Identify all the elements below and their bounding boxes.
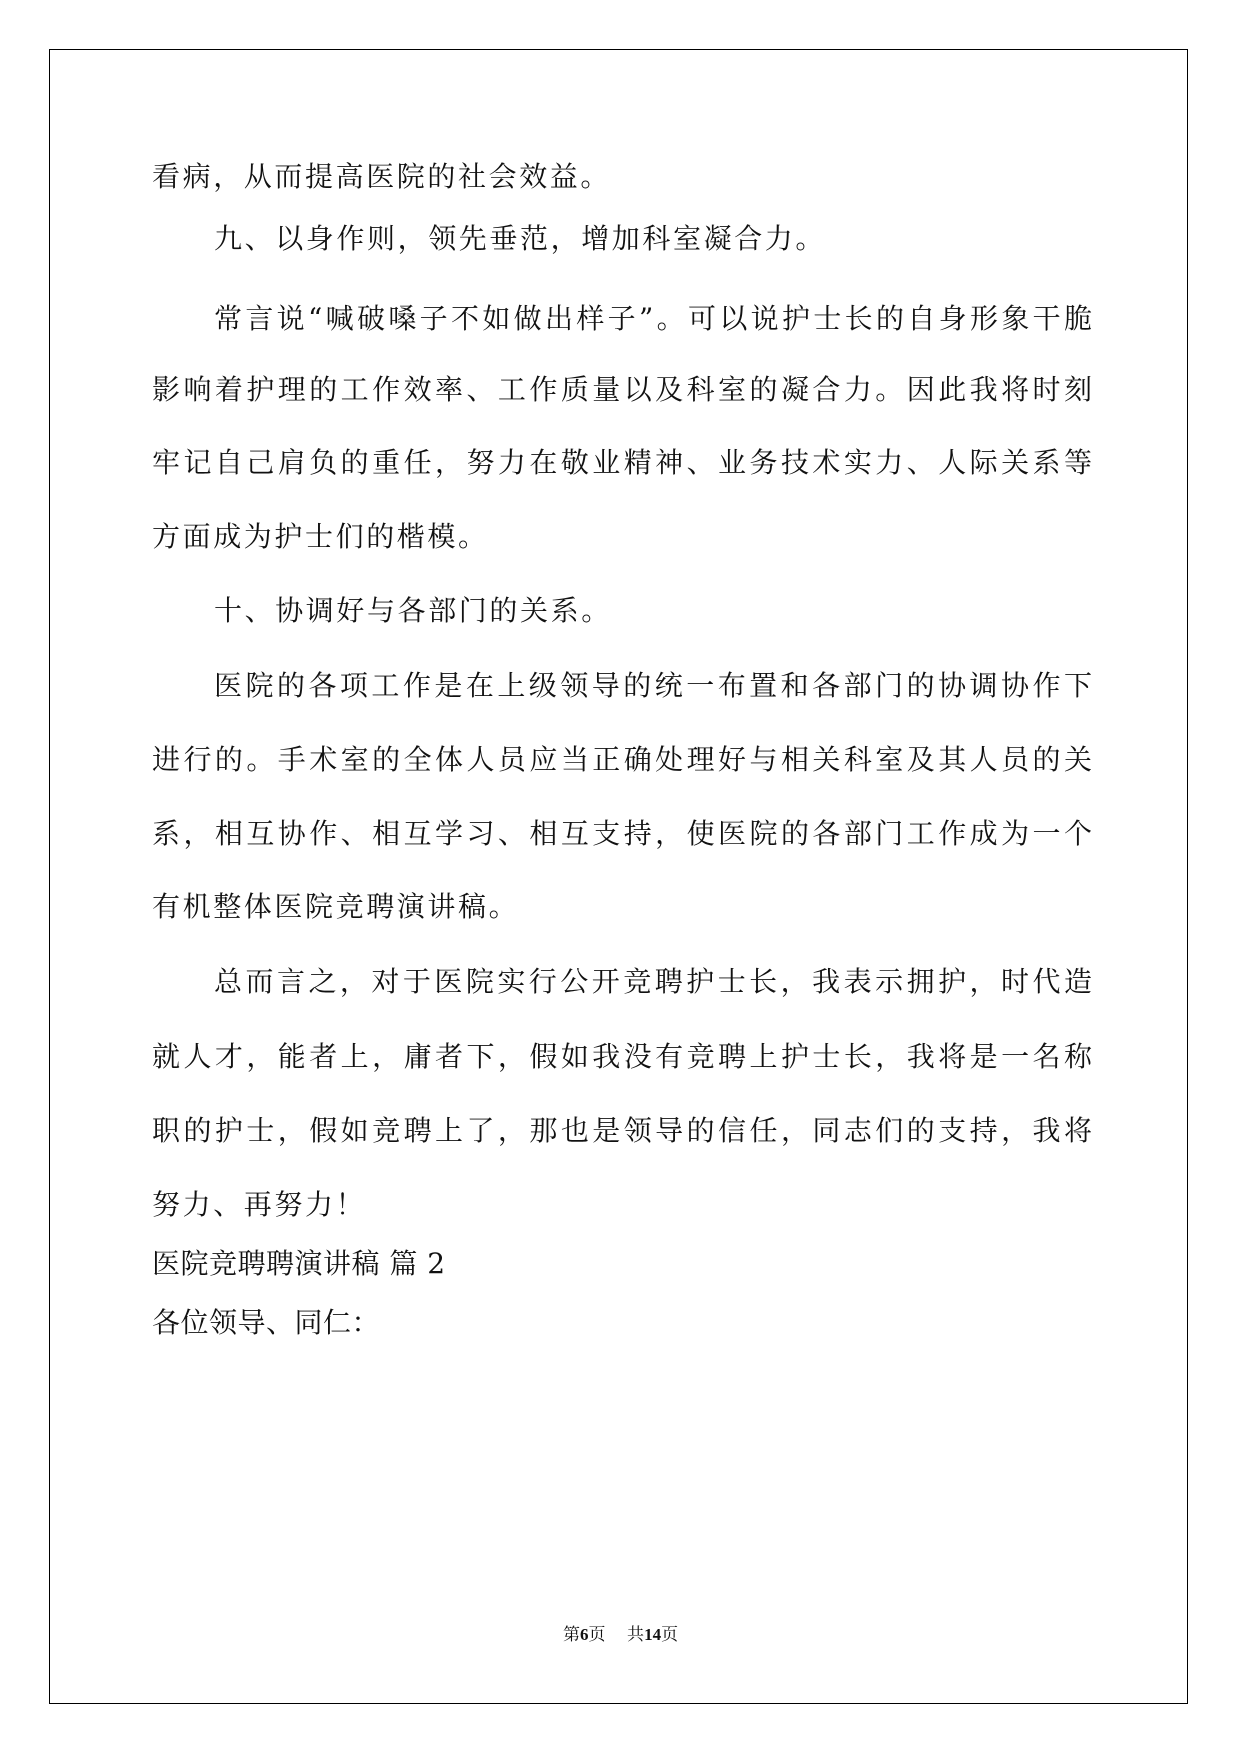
paragraph-line: 看病，从而提高医院的社会效益。 xyxy=(152,160,612,193)
salutation: 各位领导、同仁： xyxy=(152,1306,381,1339)
paragraph-line: 方面成为护士们的楷模。 xyxy=(152,520,489,553)
paragraph-line: 牢记自己肩负的重任，努力在敬业精神、业务技术实力、人际关系等 xyxy=(152,446,1092,479)
footer-prefix: 第 xyxy=(562,1625,580,1645)
footer-total-pages: 14 xyxy=(644,1625,662,1644)
footer-total-suffix: 页 xyxy=(661,1625,679,1645)
article-title: 医院竞聘聘演讲稿 篇 2 xyxy=(152,1247,446,1280)
paragraph-line: 医院的各项工作是在上级领导的统一布置和各部门的协调协作下 xyxy=(214,669,1092,702)
paragraph-line: 系，相互协作、相互学习、相互支持，使医院的各部门工作成为一个 xyxy=(152,817,1092,850)
paragraph-line: 有机整体医院竞聘演讲稿。 xyxy=(152,890,520,923)
paragraph-line: 职的护士，假如竞聘上了，那也是领导的信任，同志们的支持，我将 xyxy=(152,1114,1092,1147)
paragraph-line: 进行的。手术室的全体人员应当正确处理好与相关科室及其人员的关 xyxy=(152,743,1092,776)
page-footer xyxy=(0,1623,1241,1647)
paragraph-line: 常言说“喊破嗓子不如做出样子”。可以说护士长的自身形象干脆 xyxy=(214,302,1092,335)
paragraph-line: 影响着护理的工作效率、工作质量以及科室的凝合力。因此我将时刻 xyxy=(152,373,1092,406)
section-heading-10: 十、协调好与各部门的关系。 xyxy=(214,594,612,627)
paragraph-line: 就人才，能者上，庸者下，假如我没有竞聘上护士长，我将是一名称 xyxy=(152,1040,1092,1073)
paragraph-line: 努力、再努力！ xyxy=(152,1188,367,1221)
section-heading-9: 九、以身作则，领先垂范，增加科室凝合力。 xyxy=(214,222,827,255)
footer-page-number: 6 xyxy=(579,1625,589,1644)
paragraph-line: 总而言之，对于医院实行公开竞聘护士长，我表示拥护，时代造 xyxy=(214,965,1092,998)
footer-page-suffix: 页 共 xyxy=(588,1625,645,1645)
